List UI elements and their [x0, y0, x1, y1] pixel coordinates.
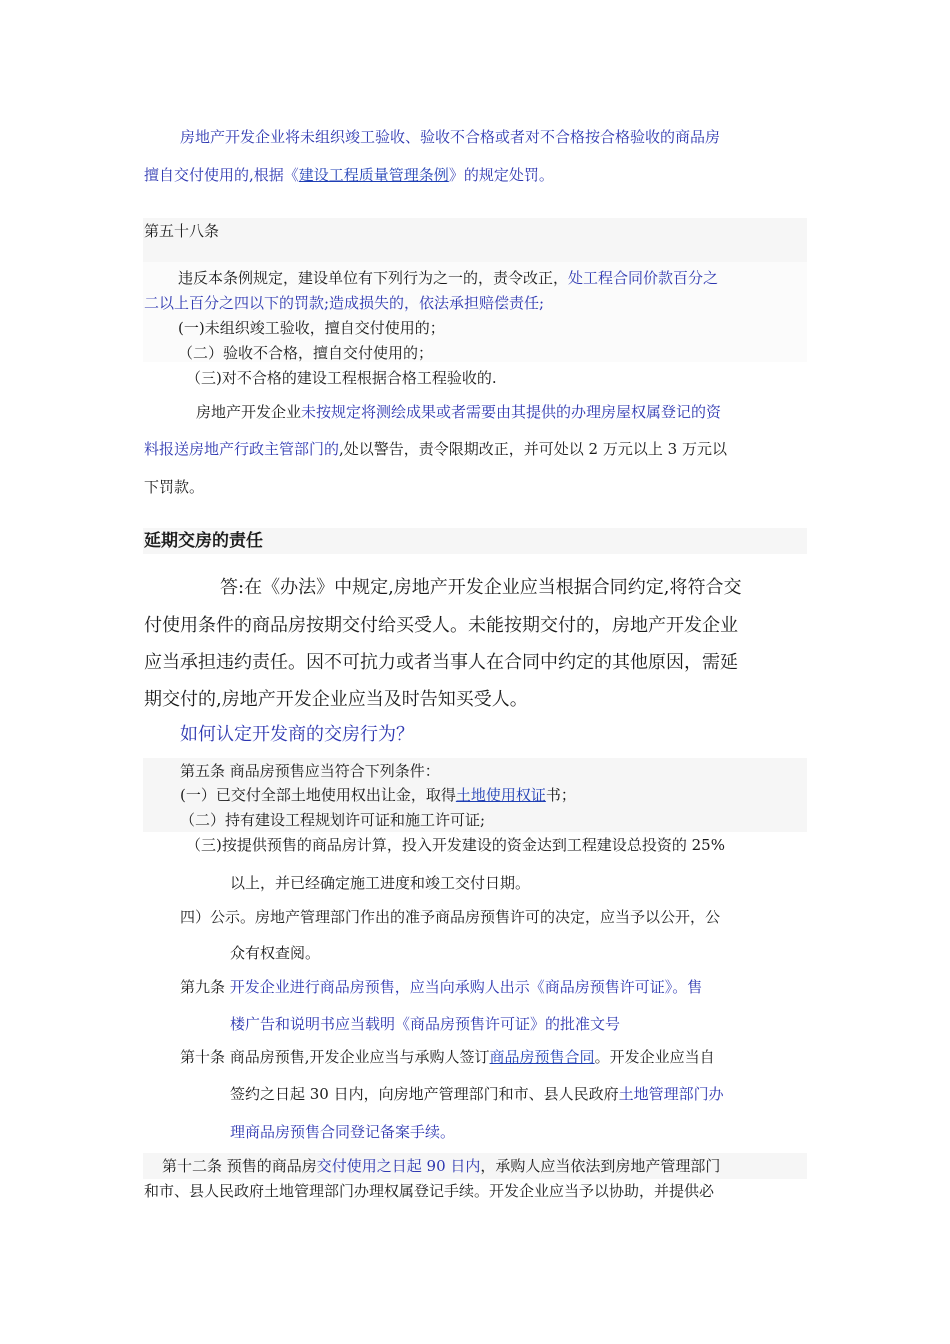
article-5-item-3: （三)按提供预售的商品房计算，投入开发建设的资金达到工程建设总投资的 25%: [186, 836, 725, 854]
question-heading: 如何认定开发商的交房行为？: [180, 724, 414, 745]
article-58-line-2: 二以上百分之四以下的罚款;造成损失的，依法承担赔偿责任;: [144, 294, 545, 312]
article-9-text: 开发企业进行商品房预售，应当向承购人出示《商品房预售许可证》。售: [229, 978, 703, 996]
article-5-item-1: [180, 785, 576, 805]
article-5-item-4-cont: 众有权查阅。: [230, 944, 321, 962]
presale-contract-link[interactable]: 商品房预售合同: [489, 1048, 595, 1066]
section-heading: 延期交房的责任: [144, 531, 263, 551]
article-10-line-2: [230, 1084, 724, 1104]
article-58-item-2: （二）验收不合格，擅自交付使用的；: [178, 344, 434, 362]
para-2-line-1: [196, 402, 721, 422]
para-2-violation-end: 料报送房地产行政主管部门的: [144, 440, 340, 458]
para-1-tail: 》的规定处罚。: [448, 166, 554, 184]
article-58-line-1: [178, 268, 718, 288]
article-12-deadline: 交付使用之日起 90 日内: [316, 1157, 481, 1175]
para-2-penalty: ,处以警告，责令限期改正，并可处以 2 万元以上 3 万元以: [339, 440, 727, 458]
answer-line-2: 付使用条件的商品房按期交付给买受人。未能按期交付的，房地产开发企业: [144, 615, 738, 636]
article-10-line-1: [180, 1047, 715, 1067]
article-5-title: 第五条 商品房预售应当符合下列条件：: [180, 762, 440, 780]
article-5-item-2: （二）持有建设工程规划许可证和施工许可证;: [180, 811, 486, 829]
para-1-text: 擅自交付使用的,根据: [144, 166, 284, 184]
article-58-title: 第五十八条: [144, 222, 220, 240]
article-58-penalty: 处工程合同价款百分之: [568, 269, 719, 287]
article-9-label: 第九条: [180, 978, 230, 996]
article-9-line-1: [180, 977, 702, 997]
article-9-line-2: 楼广告和说明书应当载明《商品房预售许可证》的批准文号: [230, 1015, 621, 1033]
article-58-text: 违反本条例规定，建设单位有下列行为之一的，责令改正，: [178, 269, 569, 287]
answer-line-1: 答:在《办法》中规定,房地产开发企业应当根据合同约定,将符合交: [220, 577, 742, 598]
article-58-item-3: （三)对不合格的建设工程根据合格工程验收的.: [186, 369, 497, 387]
land-use-certificate-link[interactable]: 土地使用权证: [455, 786, 546, 804]
para-2-subject: 房地产开发企业: [196, 403, 302, 421]
article-5-item-4: 四）公示。房地产管理部门作出的准予商品房预售许可的决定，应当予以公开，公: [180, 908, 721, 926]
para-2-line-2: [144, 439, 727, 459]
article-12-line-2: 和市、县人民政府土地管理部门办理权属登记手续。开发企业应当予以协助，并提供必: [144, 1182, 715, 1200]
article-12-tail: ，承购人应当依法到房地产管理部门: [480, 1157, 721, 1175]
article-58-item-1: (一)未组织竣工验收，擅自交付使用的；: [178, 319, 445, 337]
para-2-violation: 未按规定将测绘成果或者需要由其提供的办理房屋权属登记的资: [301, 403, 722, 421]
article-10-text-2: 签约之日起 30 日内，向房地产管理部门和市、县人民政府: [230, 1085, 619, 1103]
regulation-link[interactable]: 建设工程质量管理条例: [298, 166, 449, 184]
article-10-tail: 。开发企业应当自: [594, 1048, 715, 1066]
para-1-line-1: 房地产开发企业将未组织竣工验收、验收不合格或者对不合格按合格验收的商品房: [180, 128, 721, 146]
answer-line-3: 应当承担违约责任。因不可抗力或者当事人在合同中约定的其他原因，需延: [144, 652, 738, 673]
article-5-item-1-tail: 书；: [545, 786, 576, 804]
article-5-item-3-cont: 以上，并已经确定施工进度和竣工交付日期。: [230, 874, 531, 892]
answer-line-4: 期交付的,房地产开发企业应当及时告知买受人。: [144, 689, 528, 710]
article-10-land-dept: 土地管理部门办: [618, 1085, 724, 1103]
article-10-text: 第十条 商品房预售,开发企业应当与承购人签订: [180, 1048, 490, 1066]
para-1-line-2: [144, 165, 554, 185]
para-1-bracket-open: 《: [283, 166, 299, 184]
article-5-item-1-text: (一）已交付全部土地使用权出让金，取得: [180, 786, 456, 804]
shade-article-58-title: [143, 218, 807, 262]
article-12-line-1: [162, 1156, 720, 1176]
para-2-line-3: 下罚款。: [144, 478, 205, 496]
article-10-line-3: 理商品房预售合同登记备案手续。: [230, 1123, 456, 1141]
article-12-text: 第十二条 预售的商品房: [162, 1157, 317, 1175]
